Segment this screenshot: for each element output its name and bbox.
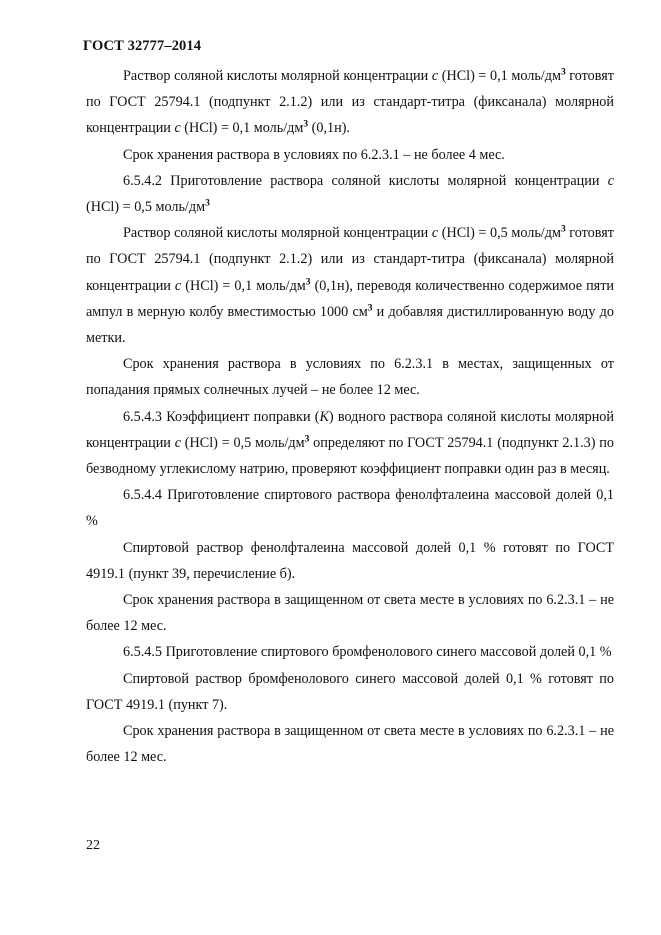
text-run: 6.5.4.3 Коэффициент поправки ( (123, 408, 320, 425)
text-run: ) водного раствора соляной кислоты молярной концентрации (86, 408, 614, 451)
text-run-italic: с (607, 172, 614, 189)
text-run: Раствор соляной кислоты молярной концентрации (123, 68, 432, 84)
superscript: 3 (305, 276, 311, 287)
superscript: 3 (303, 119, 309, 130)
superscript: 3 (367, 303, 373, 314)
paragraph-12: Срок хранения раствора в защищенном от света месте в условиях по 6.2.3.1 – не более 12 мес. (86, 723, 614, 766)
text-run-italic: с (431, 68, 439, 84)
paragraph-10-heading: 6.5.4.5 Приготовление спиртового бромфенолового синего массовой долей 0,1 % (123, 644, 612, 661)
text-run: (0,1н), переводя количественно содержимое пяти ампул в мерную колбу вместимостью 1000 см (86, 277, 614, 320)
page-number: 22 (86, 838, 100, 853)
text-run: готовят по ГОСТ 25794.1 (подпункт 2.1.2) или из стандарт-титра (фиксанала) молярной концентрации (86, 225, 615, 294)
text-run: (0,1н). (308, 120, 350, 137)
document-body (86, 63, 614, 770)
superscript: 3 (560, 67, 566, 78)
text-run-italic: с (174, 120, 181, 137)
paragraph-9: Срок хранения раствора в защищенном от света месте в условиях по 6.2.3.1 – не более 12 мес. (86, 592, 614, 635)
paragraph-8: Спиртовой раствор фенолфталеина массовой долей 0,1 % готовят по ГОСТ 4919.1 (пункт 39, перечисление б). (86, 539, 614, 582)
paragraph-4 (86, 220, 614, 351)
paragraph-2: Срок хранения раствора в условиях по 6.2.3.1 – не более 4 мес. (123, 146, 505, 163)
text-run: Раствор соляной кислоты молярной концентрации (123, 225, 432, 242)
text-run: (HCl) = 0,5 моль/дм (438, 225, 561, 242)
paragraph-5: Срок хранения раствора в условиях по 6.2.3.1 в местах, защищенных от попадания прямых солнечных лучей – не более 12 мес. (86, 356, 614, 399)
text-run: определяют по ГОСТ 25794.1 (подпункт 2.1.3) по безводному углекислому натрию, проверяют коэффициент поправки один раз в месяц. (86, 434, 614, 478)
superscript: 3 (304, 434, 310, 445)
paragraph-1 (86, 63, 614, 142)
text-run: (HCl) = 0,1 моль/дм (180, 120, 304, 137)
superscript: 3 (205, 198, 210, 209)
paragraph-3-heading (86, 168, 614, 220)
text-run-italic: с (174, 434, 181, 451)
text-run-italic: с (174, 277, 182, 294)
text-run: готовят по ГОСТ 25794.1 (подпункт 2.1.2) или из стандарт-титра (фиксанала) молярной концентрации (86, 68, 615, 137)
text-run: (HCl) = 0,5 моль/дм (86, 199, 206, 216)
text-run: (HCl) = 0,1 моль/дм (438, 68, 561, 84)
superscript: 3 (560, 224, 566, 235)
text-run: и добавляя дистиллированную воду до метки. (86, 303, 614, 347)
text-run-italic: с (431, 225, 439, 242)
text-run: (HCl) = 0,1 моль/дм (181, 277, 306, 294)
document-header: ГОСТ 32777–2014 (83, 38, 202, 54)
text-run: 6.5.4.2 Приготовление раствора соляной кислоты молярной концентрации (123, 172, 608, 189)
paragraph-11: Спиртовой раствор бромфенолового синего массовой долей 0,1 % готовят по ГОСТ 4919.1 (пункт 7). (86, 670, 614, 713)
paragraph-7-heading: 6.5.4.4 Приготовление спиртового раствора фенолфталеина массовой долей 0,1 % (86, 487, 614, 530)
text-run: (HCl) = 0,5 моль/дм (181, 434, 305, 451)
text-run-italic: К (319, 408, 329, 425)
paragraph-6 (86, 404, 614, 483)
